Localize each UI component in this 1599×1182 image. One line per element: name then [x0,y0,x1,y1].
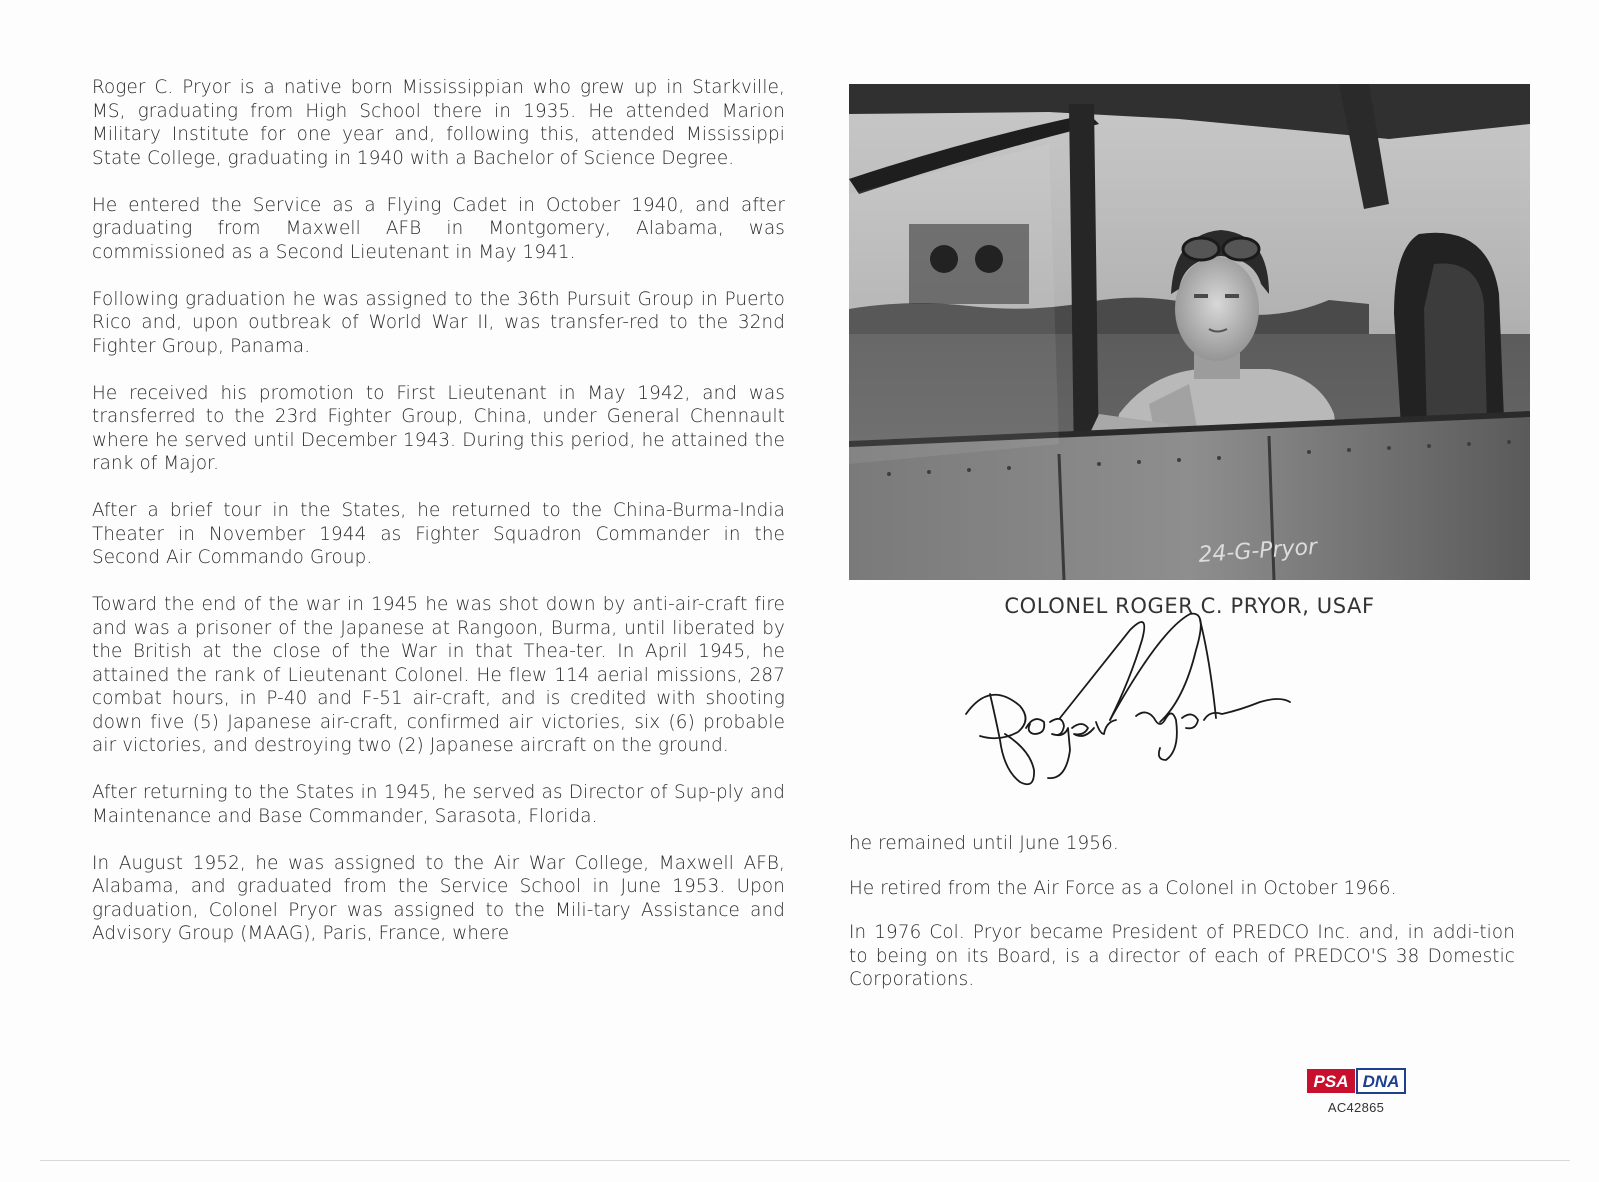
photo-caption: COLONEL ROGER C. PRYOR, USAF [1004,594,1375,618]
psa-dna-logo [1306,1068,1406,1094]
bio-paragraph-air-war-college: In August 1952, he was assigned to the Air War College, Maxwell AFB, Alabama, and graduated from the Service School in June 1953. Upon graduation, Colonel Pryor was assigned to the Mili-tary Assistance and Advisory Group (MAAG), Paris, France, where [92,852,785,944]
bio-paragraph-sarasota: After returning to the States in 1945, he served as Director of Sup-ply and Maintenance and Base Commander, Sarasota, Florida. [92,782,785,827]
bio-paragraph-predco: In 1976 Col. Pryor became President of PREDCO Inc. and, in addi-tion to being on its Board, is a director of each of PREDCO'S 38 Domestic Corporations. [849,922,1515,990]
bio-paragraph-early-life: Roger C. Pryor is a native born Mississippian who grew up in Starkville, MS, graduating from High School there in 1935. He attended Marion Military Institute for one year and, following this, attended Mississippi State College, graduating in 1940 with a Bachelor of Science Degree. [92,77,785,169]
page-bottom-edge [40,1160,1570,1161]
bio-paragraph-retirement: He retired from the Air Force as a Colonel in October 1966. [849,877,1397,899]
biography-right-column [849,832,1515,1013]
negative-label: 24-G-Pryor [1197,534,1318,568]
psa-logo-text: PSA [1313,1072,1349,1091]
autograph-signature [960,610,1320,810]
bio-paragraph-service-entry: He entered the Service as a Flying Cadet in October 1940, and after graduating from Maxwell AFB in Montgomery, Alabama, was commissioned as a Second Lieutenant in May 1941. [92,194,785,263]
bio-paragraph-paris-continued: he remained until June 1956. [849,833,1119,854]
bio-paragraph-pursuit-group: Following graduation he was assigned to the 36th Pursuit Group in Puerto Rico and, upon outbreak of World War II, was transfer-red to the 32nd Fighter Group, Panama. [92,288,785,357]
bio-paragraph-prisoner: Toward the end of the war in 1945 he was shot down by anti-air-craft fire and was a prisoner of the Japanese at Rangoon, Burma, until liberated by the British at the close of the War in that Thea-ter. In April 1945, he attained the rank of Lieutenant Colonel. He flew 114 aerial missions, 287 combat hours, in P-40 and F-51 air-craft, and is credited with shooting down five (5) Japanese air-craft, confirmed air victories, six (6) probable air victories, and destroying two (2) Japanese aircraft on the ground. [92,594,785,756]
cockpit-portrait-photo [849,84,1530,580]
dna-logo-text: DNA [1362,1072,1400,1091]
bio-paragraph-cbi-theater: After a brief tour in the States, he returned to the China-Burma-India Theater in November 1944 as Fighter Squadron Commander in the Second Air Commando Group. [92,500,785,568]
authentication-code: AC42865 [1327,1100,1385,1115]
biography-left-column [92,76,785,969]
bio-paragraph-promotion: He received his promotion to First Lieutenant in May 1942, and was transferred to the 23rd Fighter Group, China, under General Chennault where he served until December 1943. During this period, he attained the rank of Major. [92,382,785,474]
